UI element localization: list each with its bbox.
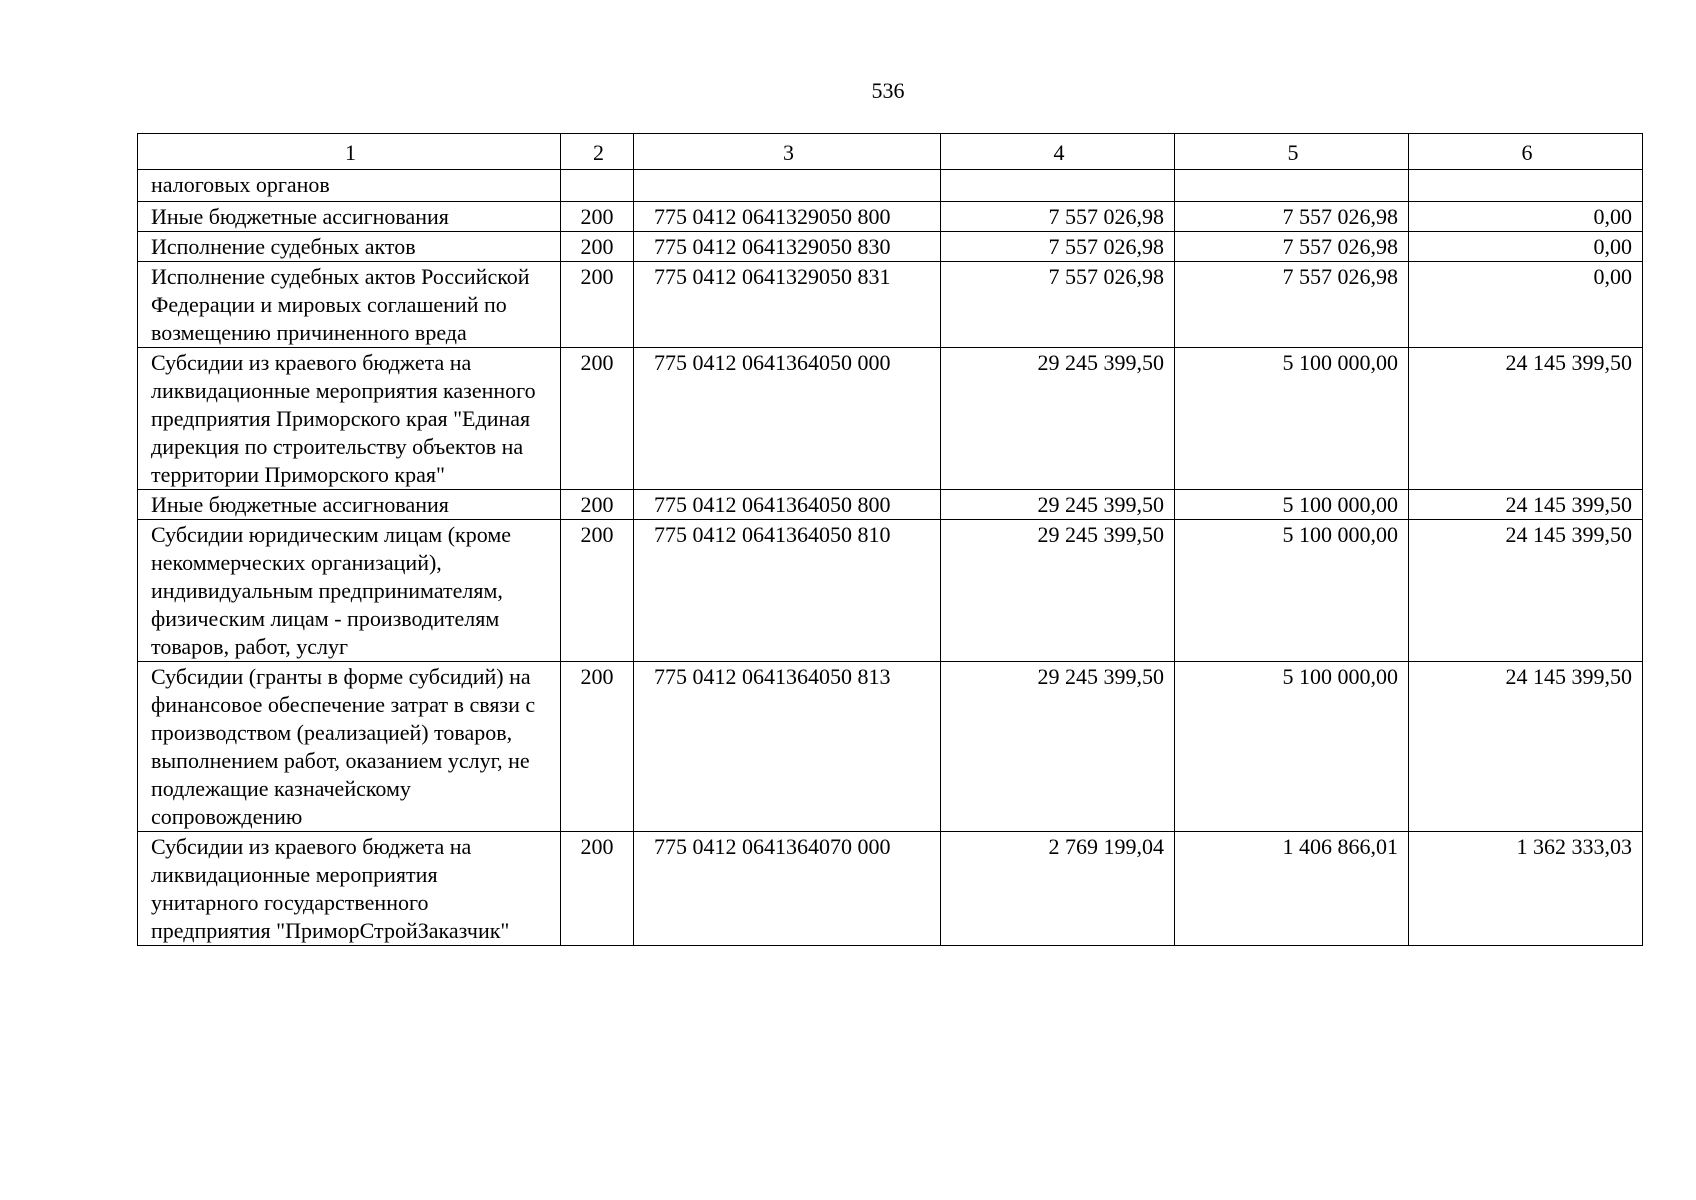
row-name-cell: Исполнение судебных актов Российской Федерации и мировых соглашений по возмещению причиненного вреда <box>138 262 561 348</box>
row-col5-cell <box>1175 170 1409 202</box>
row-code-cell: 200 <box>561 348 634 490</box>
row-kbk-cell: 775 0412 0641364050 000 <box>634 348 941 490</box>
row-name-cell: Субсидии из краевого бюджета на ликвидационные мероприятия унитарного государственного предприятия "ПриморСтройЗаказчик" <box>138 832 561 946</box>
row-col5-cell: 7 557 026,98 <box>1175 232 1409 262</box>
row-col4-cell: 29 245 399,50 <box>941 662 1175 832</box>
row-col5-cell: 7 557 026,98 <box>1175 262 1409 348</box>
row-col6-cell: 24 145 399,50 <box>1409 348 1643 490</box>
row-col5-cell: 5 100 000,00 <box>1175 348 1409 490</box>
row-code-cell: 200 <box>561 832 634 946</box>
row-kbk-cell: 775 0412 0641329050 800 <box>634 202 941 232</box>
row-kbk-cell: 775 0412 0641329050 831 <box>634 262 941 348</box>
row-kbk-cell <box>634 170 941 202</box>
row-name-cell: Иные бюджетные ассигнования <box>138 490 561 520</box>
table-row <box>138 662 1643 832</box>
row-col6-cell: 0,00 <box>1409 262 1643 348</box>
row-kbk-cell: 775 0412 0641364050 810 <box>634 520 941 662</box>
header-row <box>138 134 1643 170</box>
row-name-cell: Субсидии (гранты в форме субсидий) на финансовое обеспечение затрат в связи с производством (реализацией) товаров, выполнением работ, оказанием услуг, не подлежащие казначейскому сопровождению <box>138 662 561 832</box>
row-code-cell <box>561 170 634 202</box>
header-cell-5: 5 <box>1175 134 1409 170</box>
table-row <box>138 232 1643 262</box>
row-code-cell: 200 <box>561 520 634 662</box>
row-name-cell: налоговых органов <box>138 170 561 202</box>
budget-table <box>137 133 1643 946</box>
table-row <box>138 170 1643 202</box>
table-row <box>138 832 1643 946</box>
row-kbk-cell: 775 0412 0641364050 800 <box>634 490 941 520</box>
row-col6-cell: 1 362 333,03 <box>1409 832 1643 946</box>
row-code-cell: 200 <box>561 662 634 832</box>
row-kbk-cell: 775 0412 0641364070 000 <box>634 832 941 946</box>
row-col6-cell: 0,00 <box>1409 232 1643 262</box>
row-name-cell: Иные бюджетные ассигнования <box>138 202 561 232</box>
row-col4-cell: 29 245 399,50 <box>941 520 1175 662</box>
header-cell-4: 4 <box>941 134 1175 170</box>
row-name-cell: Субсидии из краевого бюджета на ликвидационные мероприятия казенного предприятия Приморского края "Единая дирекция по строительству объектов на территории Приморского края" <box>138 348 561 490</box>
row-col4-cell: 7 557 026,98 <box>941 262 1175 348</box>
table-row <box>138 520 1643 662</box>
page-number: 536 <box>871 78 905 103</box>
row-col4-cell: 29 245 399,50 <box>941 348 1175 490</box>
row-col6-cell: 24 145 399,50 <box>1409 662 1643 832</box>
table-row <box>138 490 1643 520</box>
row-code-cell: 200 <box>561 232 634 262</box>
header-cell-2: 2 <box>561 134 634 170</box>
row-name-cell: Исполнение судебных актов <box>138 232 561 262</box>
table-row <box>138 348 1643 490</box>
row-kbk-cell: 775 0412 0641329050 830 <box>634 232 941 262</box>
row-col6-cell: 24 145 399,50 <box>1409 490 1643 520</box>
row-col6-cell: 0,00 <box>1409 202 1643 232</box>
row-col4-cell <box>941 170 1175 202</box>
header-cell-1: 1 <box>138 134 561 170</box>
row-col5-cell: 7 557 026,98 <box>1175 202 1409 232</box>
header-cell-6: 6 <box>1409 134 1643 170</box>
table-row <box>138 202 1643 232</box>
row-code-cell: 200 <box>561 202 634 232</box>
row-col5-cell: 5 100 000,00 <box>1175 490 1409 520</box>
row-name-cell: Субсидии юридическим лицам (кроме некоммерческих организаций), индивидуальным предпринимателям, физическим лицам - производителям товаров, работ, услуг <box>138 520 561 662</box>
row-kbk-cell: 775 0412 0641364050 813 <box>634 662 941 832</box>
row-col4-cell: 7 557 026,98 <box>941 232 1175 262</box>
row-col5-cell: 5 100 000,00 <box>1175 520 1409 662</box>
row-col5-cell: 5 100 000,00 <box>1175 662 1409 832</box>
row-col6-cell: 24 145 399,50 <box>1409 520 1643 662</box>
header-cell-3: 3 <box>634 134 941 170</box>
row-col4-cell: 7 557 026,98 <box>941 202 1175 232</box>
row-col4-cell: 2 769 199,04 <box>941 832 1175 946</box>
table-row <box>138 262 1643 348</box>
row-code-cell: 200 <box>561 262 634 348</box>
row-col5-cell: 1 406 866,01 <box>1175 832 1409 946</box>
row-col6-cell <box>1409 170 1643 202</box>
row-code-cell: 200 <box>561 490 634 520</box>
row-col4-cell: 29 245 399,50 <box>941 490 1175 520</box>
